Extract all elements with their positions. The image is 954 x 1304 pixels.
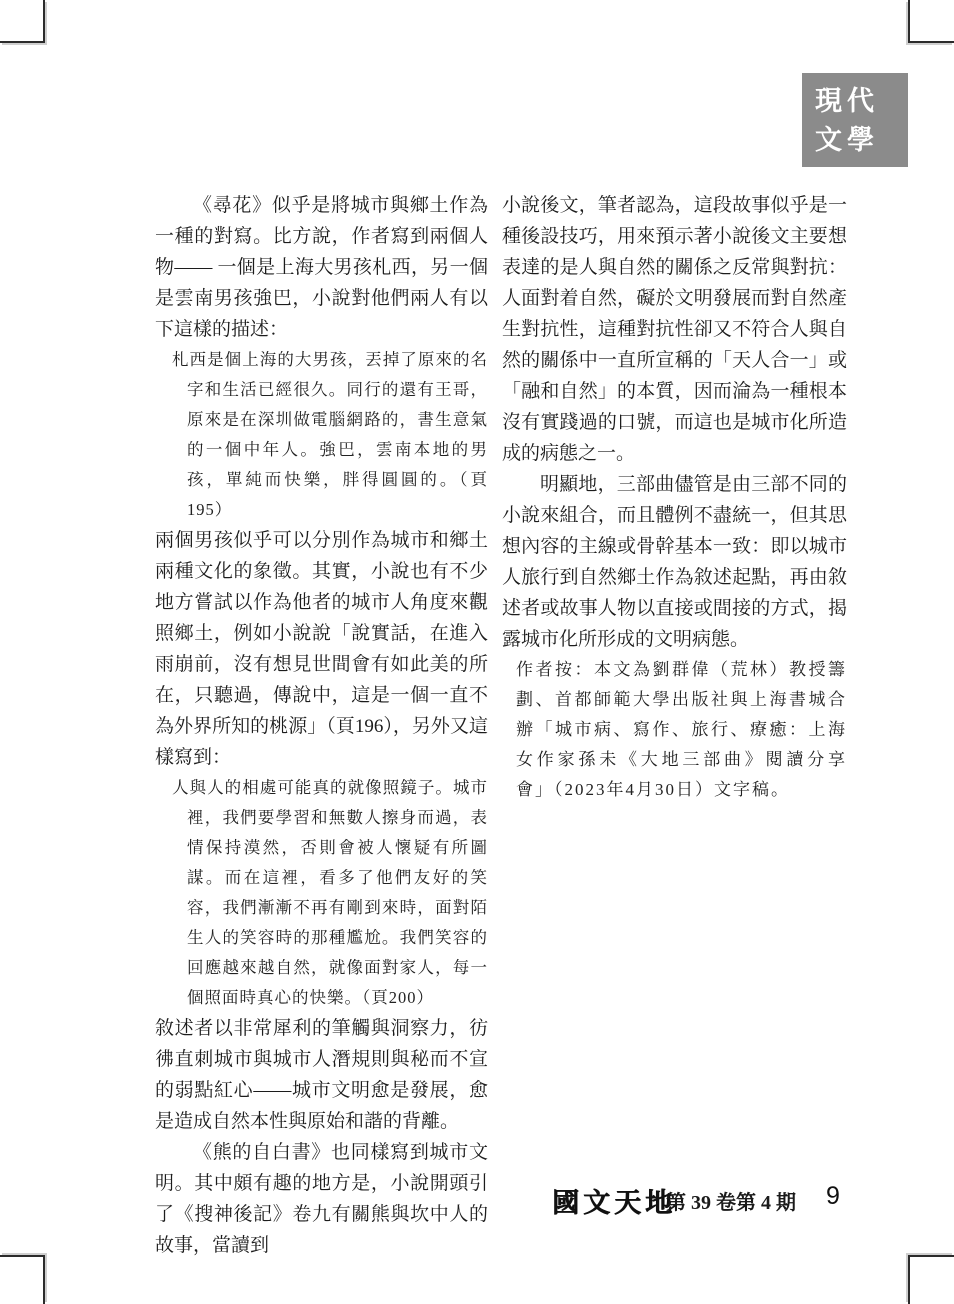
trim-mark-bottom-right xyxy=(908,1255,954,1304)
paragraph: 明顯地，三部曲儘管是由三部不同的小說來組合，而且體例不盡統一，但其思想內容的主線或骨幹基本一致：即以城市人旅行到自然鄉土作為敘述起點，再由敘述者或故事人物以直接或間接的方式，揭露城市化所形成的文明病態。 xyxy=(502,474,847,650)
quote-block: 札西是個上海的大男孩，丟掉了原來的名字和生活已經很久。同行的還有王哥，原來是在深圳做電腦網路的，書生意氣的一個中年人。強巴，雲南本地的男孩，單純而快樂，胖得圓圓的。（頁195） xyxy=(172,350,488,519)
trim-mark-bottom-left xyxy=(0,1255,45,1304)
paragraph: 《熊的自白書》也同樣寫到城市文明。其中頗有趣的地方是，小說開頭引了《搜神後記》卷九有關熊與坎中人的故事，當讀到 xyxy=(155,1142,488,1256)
paragraph: 《尋花》似乎是將城市與鄉土作為一種的對寫。比方說，作者寫到兩個人物—— 一個是上海大男孩札西，另一個是雲南男孩強巴，小說對他們兩人有以下這樣的描述： xyxy=(155,195,488,340)
paragraph: 敘述者以非常犀利的筆觸與洞察力，彷彿直刺城市與城市人潛規則與秘而不宣的弱點紅心——城市文明愈是發展，愈是造成自然本性與原始和諧的背離。 xyxy=(155,1018,488,1132)
author-note: 作者按：本文為劉群偉（荒林）教授籌劃、首都師範大學出版社與上海書城合辦「城市病、寫作、旅行、療癒：上海女作家孫未《大地三部曲》閱讀分享會」（2023年4月30日）文字稿。 xyxy=(516,660,847,799)
section-tab-line1: 現代 xyxy=(815,86,879,116)
section-tab-line2: 文學 xyxy=(815,125,879,155)
trim-mark-top-right xyxy=(908,0,954,43)
trim-mark-top-left xyxy=(0,0,45,43)
page-number: 9 xyxy=(826,1182,840,1210)
journal-logo: 國文天地 xyxy=(552,1188,676,1218)
text-column-left xyxy=(155,190,488,1261)
issue-label: 第 39 卷第 4 期 xyxy=(666,1192,796,1214)
quote-block: 人與人的相處可能真的就像照鏡子。城市裡，我們要學習和無數人擦身而過，表情保持漠然，否則會被人懷疑有所圖謀。而在這裡，看多了他們友好的笑容，我們漸漸不再有剛到來時，面對陌生人的笑容時的那種尷尬。我們笑容的回應越來越自然，就像面對家人，每一個照面時真心的快樂。（頁200） xyxy=(172,778,488,1007)
paragraph: 小說後文，筆者認為，這段故事似乎是一種後設技巧，用來預示著小說後文主要想表達的是人與自然的關係之反常與對抗：人面對着自然，礙於文明發展而對自然產生對抗性，這種對抗性卻又不符合人與自然的關係中一直所宣稱的「天人合一」或「融和自然」的本質，因而淪為一種根本沒有實踐過的口號，而這也是城市化所造成的病態之一。 xyxy=(502,195,847,464)
section-tab-modern-literature xyxy=(802,73,908,167)
paragraph: 兩個男孩似乎可以分別作為城市和鄉土兩種文化的象徵。其實，小說也有不少地方嘗試以作為他者的城市人角度來觀照鄉土，例如小說說「說實話，在進入雨崩前，沒有想見世間會有如此美的所在，只聽過，傳說中，這是一個一直不為外界所知的桃源」（頁196），另外又這樣寫到： xyxy=(155,530,488,768)
text-column-right xyxy=(502,190,847,805)
